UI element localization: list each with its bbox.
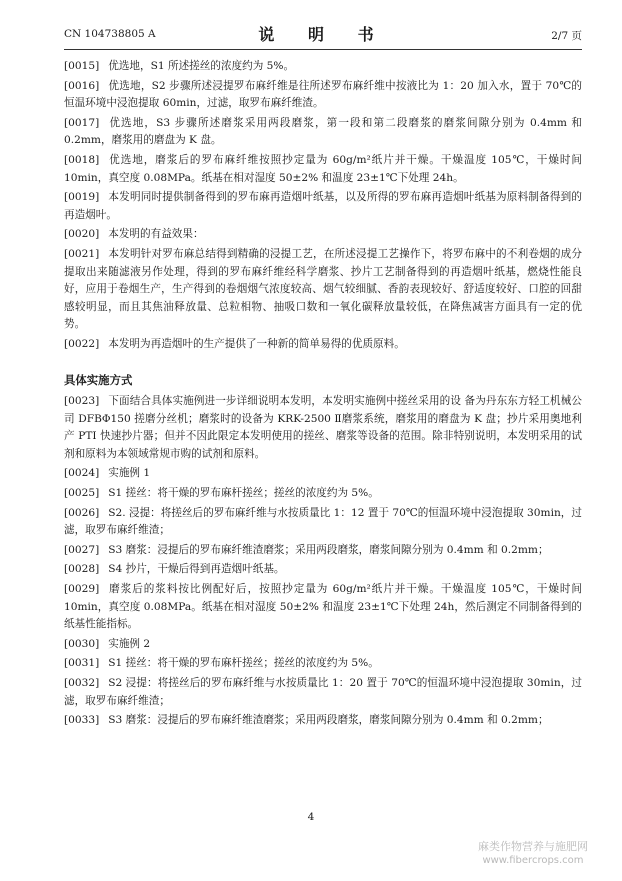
paragraph-number: [0032] [64, 677, 100, 689]
paragraph [64, 152, 582, 187]
paragraph-number: [0022] [64, 337, 100, 350]
paragraph-text: 本发明针对罗布麻总结得到精确的浸提工艺，在所述浸提工艺操作下，将罗布麻中的不利卷烟的成分提取出来随滤液另作处理，得到的罗布麻纤维经科学磨浆、抄片工艺制备得到的再造烟叶纸基，燃烧性能良好，应用于卷烟生产，生产得到的卷烟烟气浓度较高、烟气较细腻、香韵表现较好、舒适度较好、口腔的回甜感较明显，而且其焦油释放量、总粒相物、抽吸口数和一氧化碳释放量较低，在降焦减害方面具有一定的优势。 [64, 247, 582, 331]
paragraph [64, 712, 582, 730]
paragraph-text: S4 抄片，干燥后得到再造烟叶纸基。 [108, 563, 285, 576]
paragraph-list-before [64, 58, 582, 354]
page-number: 4 [307, 811, 315, 823]
watermark [458, 840, 608, 868]
paragraph-text: 优选地，磨浆后的罗布麻纤维按照抄定量为 60g/m²纸片并干燥。干燥温度 105℃，干燥时间 10min，真空度 0.08MPa。纸基在相对湿度 50±2% 和温度 23±1℃下处理 24h。 [64, 153, 582, 184]
document-body [64, 58, 582, 732]
paragraph-number: [0018] [64, 153, 100, 166]
paragraph-number: [0021] [64, 247, 100, 260]
paragraph-number: [0015] [64, 60, 100, 72]
paragraph-number: [0026] [64, 506, 100, 519]
paragraph-number: [0031] [64, 657, 100, 670]
paragraph [64, 561, 582, 579]
paragraph-number: [0024] [64, 467, 100, 480]
paragraph-number: [0025] [64, 487, 100, 500]
paragraph-text: S2 浸提：将搓丝后的罗布麻纤维与水按质量比 1：20 置于 70℃的恒温环境中浸泡提取 30min，过滤，取罗布麻纤维渣； [64, 677, 582, 707]
document-title: 说 明 书 [258, 25, 388, 44]
paragraph-text: S2. 浸提：将搓丝后的罗布麻纤维与水按质量比 1：12 置于 70℃的恒温环境中浸泡提取 30min，过滤，取罗布麻纤维渣； [64, 506, 582, 537]
paragraph [64, 581, 582, 634]
paragraph-number: [0020] [64, 228, 100, 241]
section-heading: 具体实施方式 [64, 372, 133, 387]
page-of-total: 2/7 页 [551, 30, 582, 42]
paragraph-text: 磨浆后的浆料按比例配好后，按照抄定量为 60g/m²纸片并干燥。干燥温度 105℃，干燥时间 10min，真空度 0.08MPa。纸基在相对湿度 50±2% 和温度 23±1℃下处理 24h，然后测定不同制备得到的纸基性能指标。 [64, 583, 582, 631]
paragraph [64, 636, 582, 654]
page-header [64, 22, 582, 44]
paragraph-text: 优选地，S1 所述搓丝的浓度约为 5%。 [108, 60, 295, 72]
paragraph [64, 505, 582, 540]
paragraph-number: [0033] [64, 714, 100, 727]
paragraph-number: [0019] [64, 191, 100, 204]
paragraph [64, 465, 582, 483]
paragraph-text: 下面结合具体实施例进一步详细说明本发明，本发明实施例中搓丝采用的设 备为丹东东方轻工机械公司 DFBΦ150 搓磨分丝机；磨浆时的设备为 KRK-2500 Ⅱ磨浆系统，磨浆用的磨盘为 K 盘；抄片采用奥地利产 PTI 快速抄片器；但并不因此限定本发明使用的搓丝、磨浆等设备的范围。除非特别说明，本发明采用的试剂和原料为本领域常规市购的试剂和原料。 [64, 395, 582, 460]
paragraph [64, 393, 582, 463]
paragraph-text: 本发明为再造烟叶的生产提供了一种新的简单易得的优质原料。 [108, 337, 405, 350]
paragraph-number: [0017] [64, 116, 100, 129]
watermark-site-name: 麻类作物营养与施肥网 [478, 840, 588, 853]
paragraph-number: [0016] [64, 79, 100, 92]
paragraph-number: [0030] [64, 637, 100, 650]
watermark-url: www.fibercrops.com [482, 855, 584, 866]
paragraph [64, 542, 582, 560]
paragraph-text: 本发明的有益效果： [108, 228, 204, 241]
paragraph-text: 实施例 2 [108, 637, 151, 650]
paragraph [64, 675, 582, 710]
paragraph-text: 优选地，S2 步骤所述浸提罗布麻纤维是往所述罗布麻纤维中按液比为 1：20 加入水，置于 70℃的恒温环境中浸泡提取 60min，过滤，取罗布麻纤维渣。 [64, 79, 582, 110]
paragraph-number: [0023] [64, 395, 100, 408]
paragraph-text: 优选地，S3 步骤所述磨浆采用两段磨浆，第一段和第二段磨浆的磨浆间隙分别为 0.4mm 和 0.2mm，磨浆用的磨盘为 K 盘。 [64, 116, 582, 147]
paragraph-list-after [64, 393, 582, 730]
paragraph [64, 78, 582, 113]
paragraph [64, 485, 582, 503]
paragraph [64, 655, 582, 673]
paragraph-text: S3 磨浆：浸提后的罗布麻纤维渣磨浆；采用两段磨浆，磨浆间隙分别为 0.4mm 和 0.2mm； [108, 714, 549, 727]
paragraph-text: S1 搓丝：将干燥的罗布麻杆搓丝；搓丝的浓度约为 5%。 [108, 657, 379, 670]
paragraph-text: S3 磨浆：浸提后的罗布麻纤维渣磨浆；采用两段磨浆，磨浆间隙分别为 0.4mm 和 0.2mm； [108, 543, 549, 556]
paragraph [64, 58, 582, 76]
paragraph [64, 246, 582, 334]
paragraph-number: [0028] [64, 563, 100, 576]
header-divider [64, 49, 582, 50]
paragraph-text: 本发明同时提供制备得到的罗布麻再造烟叶纸基，以及所得的罗布麻再造烟叶纸基为原料制备得到的再造烟叶。 [64, 191, 582, 221]
paragraph [64, 189, 582, 224]
paragraph-number: [0029] [64, 583, 100, 596]
paragraph-text: 实施例 1 [108, 467, 151, 480]
patent-number: CN 104738805 A [64, 28, 156, 40]
paragraph [64, 115, 582, 150]
paragraph-number: [0027] [64, 543, 100, 556]
paragraph-text: S1 搓丝：将干燥的罗布麻杆搓丝；搓丝的浓度约为 5%。 [108, 487, 379, 500]
paragraph [64, 336, 582, 354]
paragraph [64, 226, 582, 244]
